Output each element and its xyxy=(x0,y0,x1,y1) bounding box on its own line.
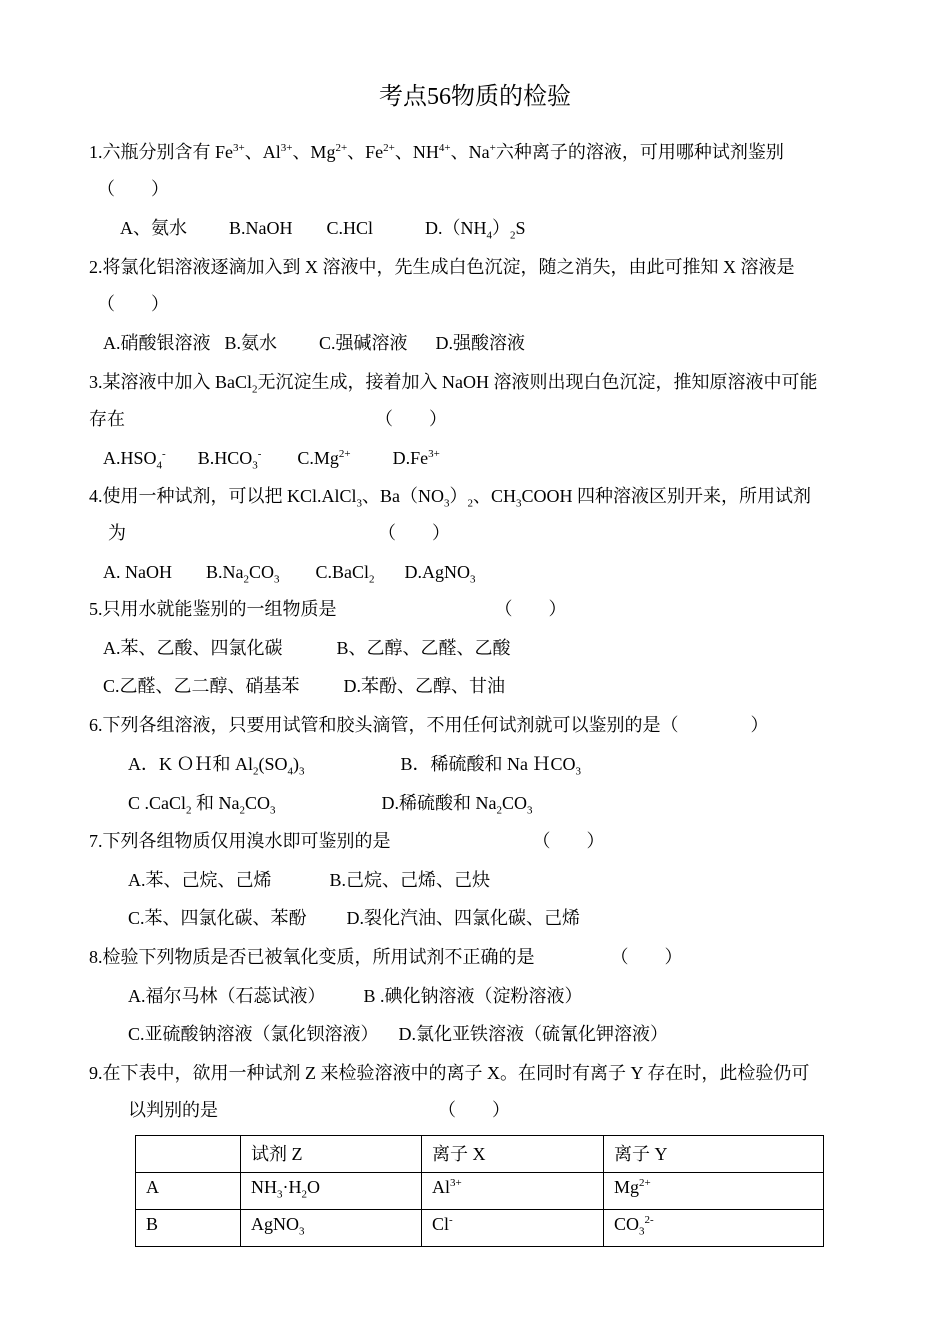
question-2-answer-paren: （ ） xyxy=(97,294,169,314)
table-cell-reagent: AgNO$_3$ xyxy=(241,1210,422,1247)
question-1-answer-paren: （ ） xyxy=(97,179,169,199)
option-a: A. NaOH xyxy=(103,562,172,582)
table-header-cell: 试剂 Z xyxy=(241,1136,422,1173)
question-8-answer-paren: （ ） xyxy=(610,947,683,967)
table-row xyxy=(136,1173,824,1210)
option-d: D.AgNO$_3$ xyxy=(404,562,476,586)
question-8-options-row2 xyxy=(128,1022,668,1046)
option-d: $D.(NH_4)_2S$ xyxy=(425,218,526,242)
question-1-stem: 1.六瓶分别含有 $Fe^{3+}$、$Al^{3+}$、$Mg^{2+}$、$Fe^{2+}$、$NH^{4+}$、Na+六种离子的溶液，可用哪种试剂鉴别 xyxy=(89,142,784,162)
question-4-stem-cont: 为 （ ） xyxy=(108,523,450,543)
question-6-options-row2 xyxy=(128,791,533,815)
question-5-options-row1 xyxy=(103,636,511,660)
question-7-answer-paren: （ ） xyxy=(532,831,605,851)
option-b: B、乙醇、乙醛、乙酸 xyxy=(336,638,511,658)
question-2-options xyxy=(103,331,525,355)
option-b: $B.HCO_3^-$ xyxy=(197,448,262,472)
table-cell-ion-x: $Al^{3+}$ xyxy=(422,1173,604,1210)
question-8-options-row1 xyxy=(128,984,583,1008)
option-a: A.苯、乙酸、四氯化碳 xyxy=(103,638,283,658)
table-row xyxy=(136,1210,824,1247)
option-d: D.裂化汽油、四氯化碳、己烯 xyxy=(346,908,581,928)
question-4-options xyxy=(103,560,476,584)
question-6-options-row1 xyxy=(128,752,581,776)
table-header-cell: 离子 X xyxy=(422,1136,604,1173)
option-d: D.强酸溶液 xyxy=(435,333,526,353)
option-d: D.苯酚、乙醇、甘油 xyxy=(343,676,506,696)
question-7-options-row1 xyxy=(128,868,490,892)
option-c: C .CaCl$_2$ 和 $Na_2CO_3$ xyxy=(128,793,276,817)
option-c: C.BaCl$_2$ xyxy=(315,562,375,586)
option-c: C.乙醛、乙二醇、硝基苯 xyxy=(103,676,300,696)
table-cell-label: A xyxy=(136,1173,241,1210)
option-a: A.福尔马林（石蕊试液） xyxy=(128,986,326,1006)
table-cell-ion-x: Cl- xyxy=(422,1210,604,1247)
question-4-stem: 4.使用一种试剂，可以把 KCl.AlCl$_3$、$Ba(NO_3)_2$、$CH_3COOH$ 四种溶液区别开来，所用试剂 xyxy=(89,486,812,510)
option-a: A．K ＯＨ和 $Al_2(SO_4)_3$ xyxy=(128,754,305,778)
question-9-stem-cont: 以判别的是 （ ） xyxy=(128,1100,510,1120)
option-a: A.硝酸银溶液 xyxy=(103,333,211,353)
option-a: A、氨水 xyxy=(120,218,187,238)
question-9-stem: 9.在下表中，欲用一种试剂 Z 来检验溶液中的离子 X。在同时有离子 Y 存在时，此检验仍可 xyxy=(89,1063,810,1083)
question-6-stem: 6.下列各组溶液，只要用试管和胶头滴管，不用任何试剂就可以鉴别的是（ ） xyxy=(89,715,769,735)
question-9-table xyxy=(135,1135,824,1247)
option-a: A.苯、己烷、己烯 xyxy=(128,870,272,890)
option-c: C.强碱溶液 xyxy=(319,333,408,353)
question-5-stem: 5.只用水就能鉴别的一组物质是 （ ） xyxy=(89,599,567,619)
question-9-answer-paren: （ ） xyxy=(438,1100,510,1120)
option-c: C.亚硫酸钠溶液（氯化钡溶液） xyxy=(128,1024,379,1044)
question-5-answer-paren: （ ） xyxy=(494,599,567,619)
option-d: D.稀硫酸和 $Na_2CO_3$ xyxy=(381,793,533,817)
option-b: B.氨水 xyxy=(224,333,278,353)
question-5-options-row2 xyxy=(103,674,505,698)
option-b: B.NaOH xyxy=(229,218,293,238)
question-2-stem: 2.将氯化铝溶液逐滴加入到 X 溶液中，先生成白色沉淀，随之消失，由此可推知 X 溶液是 xyxy=(89,257,795,277)
question-4-answer-paren: （ ） xyxy=(378,523,450,543)
option-c: C.苯、四氯化碳、苯酚 xyxy=(128,908,307,928)
option-c: C.HCl xyxy=(326,218,374,238)
question-3-stem: 3.某溶液中加入 BaCl$_2$无沉淀生成，接着加入 NaOH 溶液则出现白色沉淀，推知原溶液中可能 xyxy=(89,372,818,396)
question-7-options-row2 xyxy=(128,906,580,930)
option-b: B.己烷、己烯、己炔 xyxy=(329,870,491,890)
question-8-stem: 8.检验下列物质是否已被氧化变质，所用试剂不正确的是 （ ） xyxy=(89,947,683,967)
table-header-cell xyxy=(136,1136,241,1173)
table-header-cell: 离子 Y xyxy=(604,1136,824,1173)
table-header-row xyxy=(136,1136,824,1173)
option-b: B .碘化钠溶液（淀粉溶液） xyxy=(363,986,583,1006)
table-cell-ion-y: $Mg^{2+}$ xyxy=(604,1173,824,1210)
table-cell-reagent: $NH_3\cdot H_2O$ xyxy=(241,1173,422,1210)
option-b: B．稀硫酸和 Na ＨCO$_3$ xyxy=(400,754,582,778)
option-d: D.氯化亚铁溶液（硫氰化钾溶液） xyxy=(398,1024,669,1044)
question-3-stem-cont: 存在 （ ） xyxy=(89,409,447,429)
table-cell-ion-y: $CO_3^{2-}$ xyxy=(604,1210,824,1247)
option-d: $D.Fe^{3+}$ xyxy=(392,448,440,468)
question-3-options xyxy=(103,446,440,470)
page-title: 考点56物质的检验 xyxy=(379,84,571,110)
option-a: $A.HSO_4^-$ xyxy=(103,448,166,472)
question-7-stem: 7.下列各组物质仅用溴水即可鉴别的是 （ ） xyxy=(89,831,605,851)
question-1-options xyxy=(120,216,526,240)
option-c: $C.Mg^{2+}$ xyxy=(297,448,351,468)
table-cell-label: B xyxy=(136,1210,241,1247)
option-b: $B.Na_2CO_3$ xyxy=(206,562,280,586)
question-3-answer-paren: （ ） xyxy=(375,409,447,429)
